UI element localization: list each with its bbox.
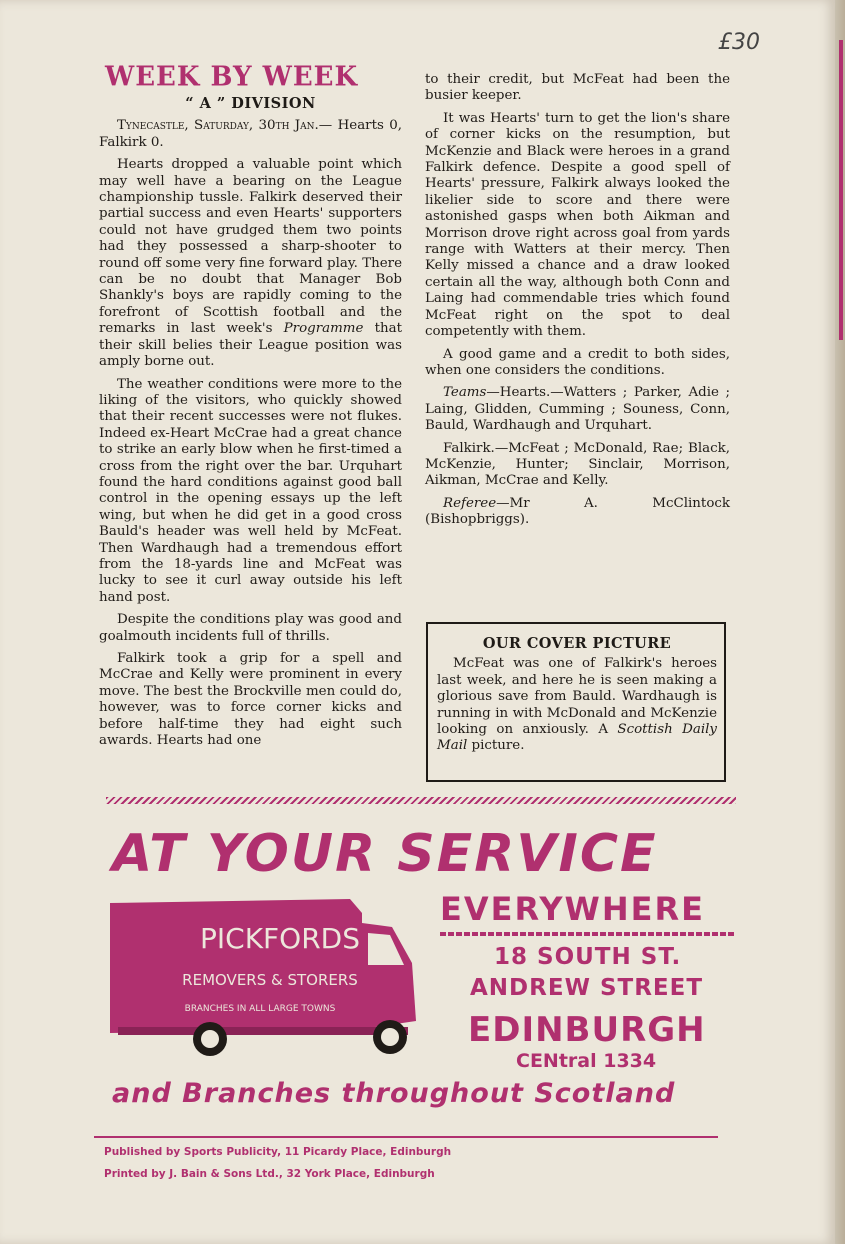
article-column-left bbox=[99, 62, 402, 755]
divider-top bbox=[106, 797, 736, 804]
teams-hearts: Teams—Hearts.—Watters ; Parker, Adie ; Laing, Glidden, Cumming ; Souness, Conn, Bauld, Wardhaugh and Urquhart. bbox=[425, 385, 730, 434]
venue-line: Tynecastle, Saturday, 30th Jan.— bbox=[117, 118, 333, 134]
cover-picture-box bbox=[426, 622, 726, 782]
paragraph: Hearts dropped a valuable point which may well have a bearing on the League championship tussle. Falkirk deserved their partial success and even Hearts' supporters could not have grudged them two points had they possessed a sharp-shooter to round off some very fine forward play. There can be no doubt that Manager Bob Shankly's boys are rapidly coming to the forefront of Scottish football and the remarks in last week's Programme that their skill belies their League position was amply borne out. bbox=[99, 157, 402, 370]
ad-everywhere: EVERYWHERE bbox=[440, 890, 705, 928]
paragraph: Falkirk took a grip for a spell and McCrae and Kelly were prominent in every move. The best the Brockville men could do, however, was to force corner kicks and before half-time they had eight such awards. Hearts had one bbox=[99, 651, 402, 749]
ad-city: EDINBURGH bbox=[468, 1010, 706, 1050]
cover-caption: McFeat was one of Falkirk's heroes last week, and here he is seen making a glorious save from Bauld. Wardhaugh is running in with McDonald and McKenzie looking on anxiously. A Scottish Daily Mail picture. bbox=[437, 656, 717, 754]
paragraph: The weather conditions were more to the liking of the visitors, who quickly showed that their recent successes were not flukes. Indeed ex-Heart McCrae had a great chance to strike an early blow when he first-timed a cross from the right over the bar. Urquhart found the hard conditions against good ball control in the opening essays up the left wing, but when he did get in a good cross Bauld's header was well held by McFeat. Then Wardhaugh had a tremendous effort from the 18-yards line and McFeat was lucky to see it curl away outside his left hand post. bbox=[99, 376, 402, 605]
imprint-printed: Printed by J. Bain & Sons Ltd., 32 York Place, Edinburgh bbox=[104, 1168, 435, 1180]
wavy-underline bbox=[440, 932, 736, 936]
imprint-published: Published by Sports Publicity, 11 Picardy Place, Edinburgh bbox=[104, 1146, 452, 1158]
referee: Referee—Mr A. McClintock (Bishopbriggs). bbox=[425, 495, 730, 528]
handwritten-note: £30 bbox=[718, 30, 760, 55]
van-branches: BRANCHES IN ALL LARGE TOWNS bbox=[184, 1004, 336, 1014]
score-line: Hearts 0, Falkirk 0. bbox=[99, 118, 402, 150]
van-name: PICKFORDS bbox=[200, 922, 360, 955]
cover-title: OUR COVER PICTURE bbox=[482, 635, 672, 652]
headline: WEEK BY WEEK bbox=[105, 61, 359, 93]
removal-van-illustration bbox=[100, 893, 420, 1061]
ad-footer: and Branches throughout Scotland bbox=[112, 1078, 676, 1109]
van-tagline: REMOVERS & STORERS bbox=[182, 971, 358, 989]
divider-bottom bbox=[94, 1136, 718, 1138]
ad-address-line-2: ANDREW STREET bbox=[470, 975, 704, 1001]
paragraph: to their credit, but McFeat had been the busier keeper. bbox=[425, 72, 730, 104]
article-column-right bbox=[425, 72, 730, 535]
paragraph: Despite the conditions play was good and goalmouth incidents full of thrills. bbox=[99, 612, 402, 644]
match-line bbox=[99, 118, 402, 151]
paragraph: A good game and a credit to both sides, when one considers the conditions. bbox=[425, 346, 730, 378]
paragraph: It was Hearts' turn to get the lion's share of corner kicks on the resumption, but McKenzie and Black were heroes in a grand Falkirk defence. Despite a good spell of Hearts' pressure, Falkirk always looked the likelier side to score and there were astonished gasps when both Aikman and Morrison drove right across goal from yards range with Watters at their mercy. Then Kelly missed a chance and a draw looked certain all the way, although both Conn and Laing had commendable tries which found McFeat right on the spot to deal competently with them. bbox=[425, 110, 730, 340]
ad-address-line-1: 18 SOUTH ST. bbox=[494, 944, 682, 970]
division-heading: “ A ” DIVISION bbox=[185, 95, 316, 112]
page-edge-strip bbox=[839, 40, 843, 340]
ad-headline: AT YOUR SERVICE bbox=[112, 824, 658, 884]
ad-phone: CENtral 1334 bbox=[516, 1050, 657, 1072]
teams-falkirk: Falkirk.—McFeat ; McDonald, Rae; Black, McKenzie, Hunter; Sinclair, Morrison, Aikman, McCrae and Kelly. bbox=[425, 440, 730, 489]
